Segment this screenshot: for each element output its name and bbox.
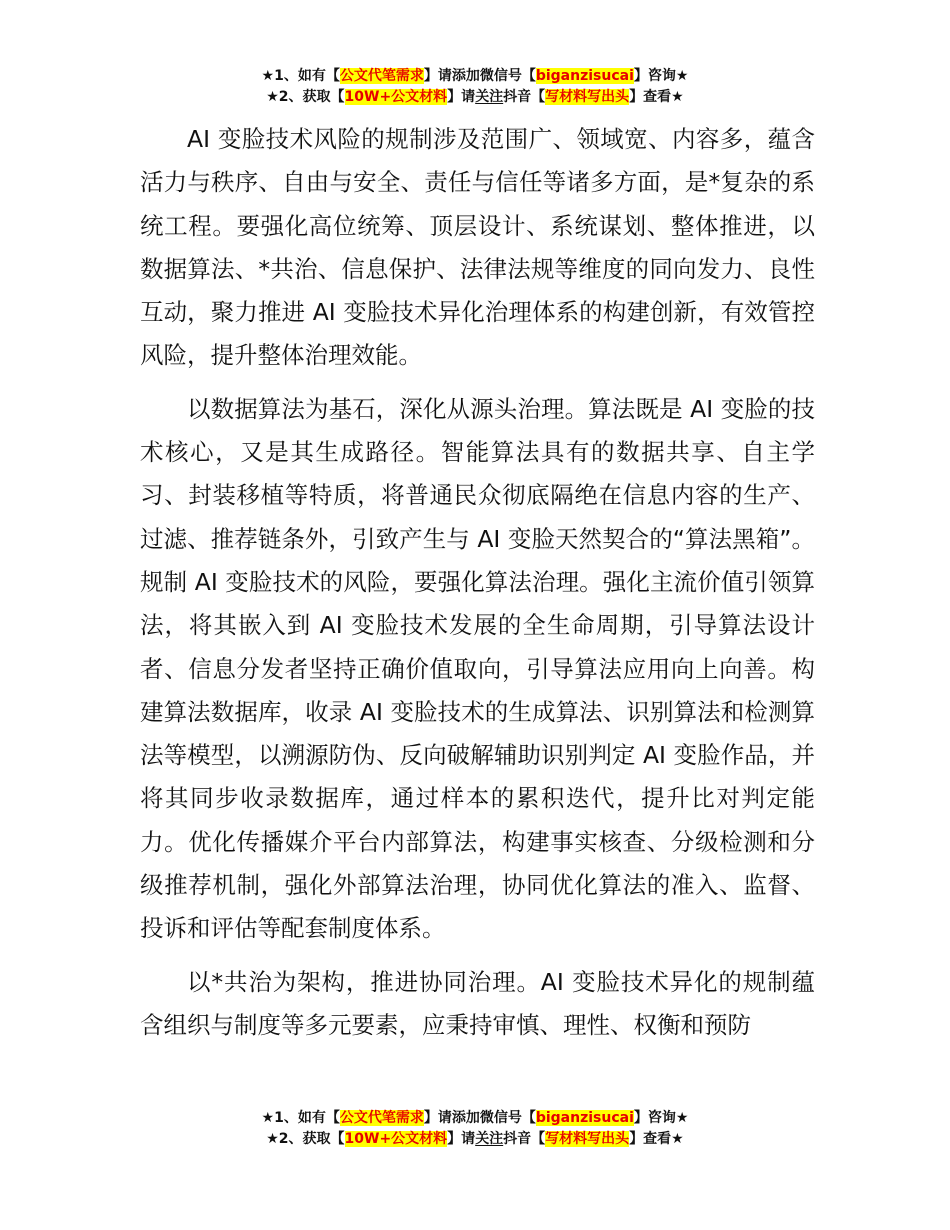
promo-text: ★2、获取【 xyxy=(266,89,345,105)
promo-banner-top xyxy=(0,66,950,108)
highlight-keyword: 10W+公文材料 xyxy=(344,89,448,105)
highlight-wechat-id: biganzisucai xyxy=(535,68,634,84)
promo-text: 】咨询★ xyxy=(633,68,689,84)
highlight-keyword: 公文代笔需求 xyxy=(339,68,424,84)
paragraph-2: 以数据算法为基石，深化从源头治理。算法既是 AI 变脸的技术核心，又是其生成路径。智能算法具有的数据共享、自主学习、封装移植等特质，将普通民众彻底隔绝在信息内容的生产、过滤、推荐链条外，引致产生与 AI 变脸天然契合的“算法黑箱”。规制 AI 变脸技术的风险，要强化算法治理。强化主流价值引领算法，将其嵌入到 AI 变脸技术发展的全生命周期，引导算法设计者、信息分发者坚持正确价值取向，引导算法应用向上向善。构建算法数据库，收录 AI 变脸技术的生成算法、识别算法和检测算法等模型，以溯源防伪、反向破解辅助识别判定 AI 变脸作品，并将其同步收录数据库，通过样本的累积迭代，提升比对判定能力。优化传播媒介平台内部算法，构建事实核查、分级检测和分级推荐机制，强化外部算法治理，协同优化算法的准入、监督、投诉和评估等配套制度体系。 xyxy=(140,394,815,943)
promo-text: ★1、如有【 xyxy=(261,68,340,84)
promo-text: 抖音【 xyxy=(503,1131,546,1147)
highlight-keyword: 公文代笔需求 xyxy=(339,1110,424,1126)
promo-text: 】请 xyxy=(447,89,476,105)
highlight-account: 写材料写出头 xyxy=(545,89,630,105)
promo-line-1 xyxy=(0,66,950,87)
paragraph-1: AI 变脸技术风险的规制涉及范围广、领域宽、内容多，蕴含活力与秩序、自由与安全、责任与信任等诸多方面，是*复杂的系统工程。要强化高位统筹、顶层设计、系统谋划、整体推进，以数据算法、*共治、信息保护、法律法规等维度的同向发力、良性互动，聚力推进 AI 变脸技术异化治理体系的构建创新，有效管控风险，提升整体治理效能。 xyxy=(140,125,815,370)
promo-banner-bottom xyxy=(0,1108,950,1150)
highlight-wechat-id: biganzisucai xyxy=(535,1110,634,1126)
highlight-keyword: 10W+公文材料 xyxy=(344,1131,448,1147)
underlined-text: 关注 xyxy=(475,1131,504,1147)
promo-text: 】请添加微信号【 xyxy=(423,68,536,84)
promo-text: 】请 xyxy=(447,1131,476,1147)
promo-text: 抖音【 xyxy=(503,89,546,105)
highlight-account: 写材料写出头 xyxy=(545,1131,630,1147)
paragraph-3: 以*共治为架构，推进协同治理。AI 变脸技术异化的规制蕴含组织与制度等多元要素，应秉持审慎、理性、权衡和预防 xyxy=(140,967,815,1039)
promo-text: 】查看★ xyxy=(629,1131,684,1147)
promo-text: ★1、如有【 xyxy=(261,1110,340,1126)
document-body xyxy=(140,118,815,1047)
promo-line-2 xyxy=(0,87,950,108)
promo-text: 】查看★ xyxy=(629,89,684,105)
underlined-text: 关注 xyxy=(475,89,504,105)
promo-text: ★2、获取【 xyxy=(266,1131,345,1147)
promo-text: 】请添加微信号【 xyxy=(423,1110,536,1126)
promo-line-2 xyxy=(0,1129,950,1150)
promo-line-1 xyxy=(0,1108,950,1129)
promo-text: 】咨询★ xyxy=(633,1110,689,1126)
